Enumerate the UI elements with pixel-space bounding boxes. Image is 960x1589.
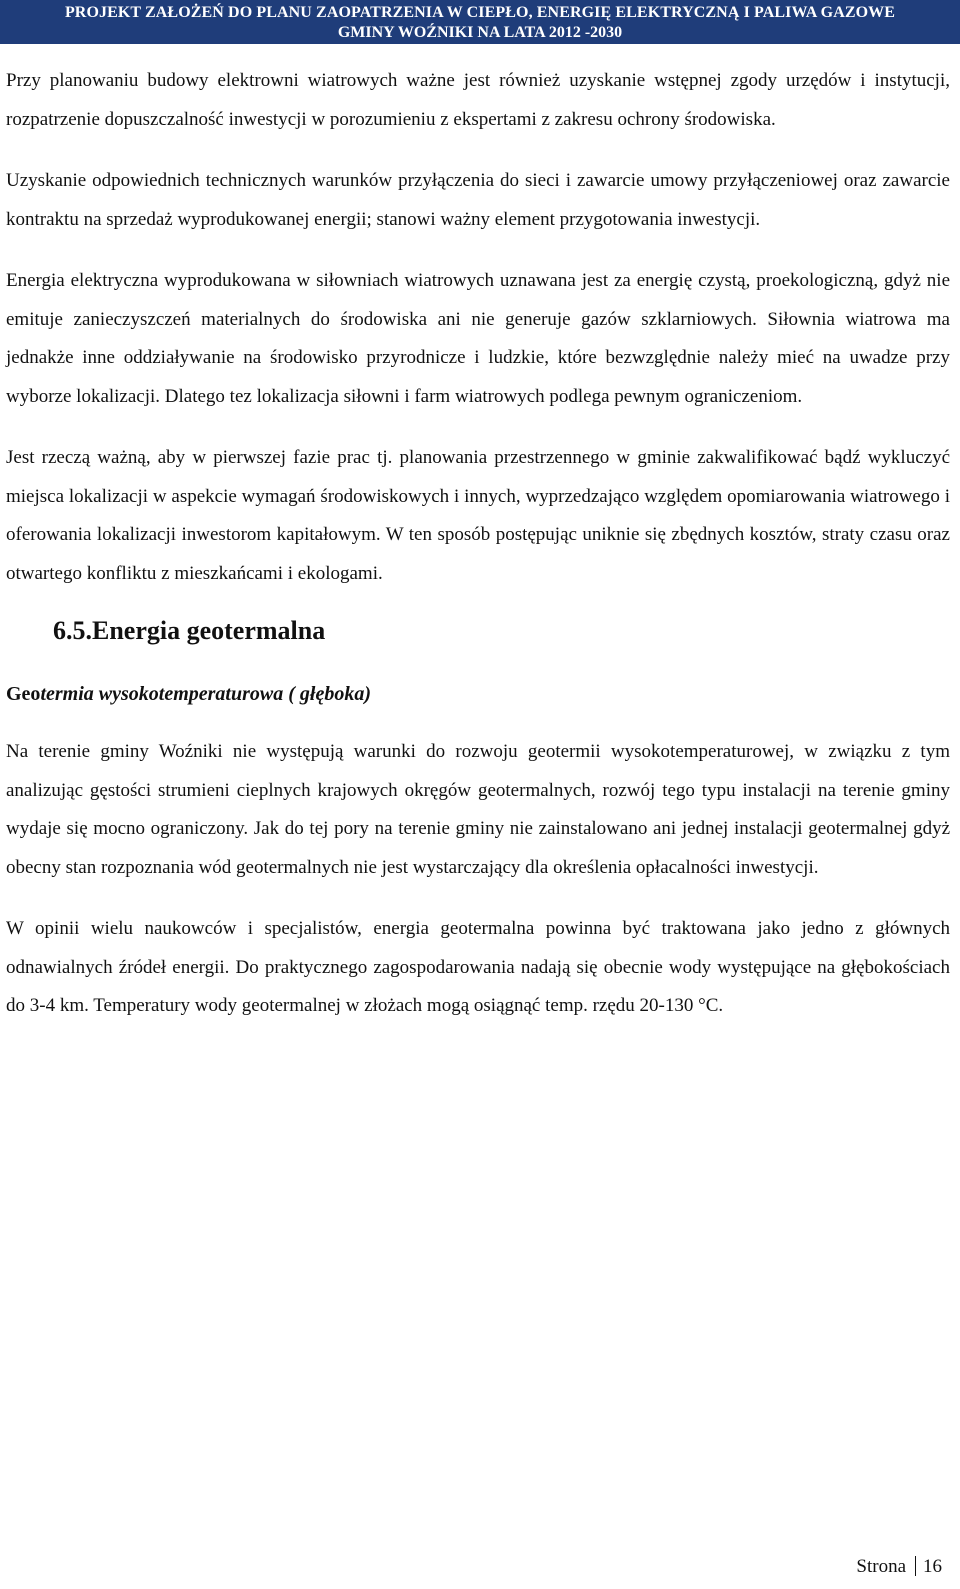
page-label: Strona	[856, 1556, 906, 1577]
page-body	[6, 62, 950, 1049]
paragraph: Na terenie gminy Woźniki nie występują warunki do rozwoju geotermii wysokotemperaturowej, w związku z tym analizując gęstości strumieni cieplnych krajowych okręgów geotermalnych, rozwój tego typu instalacji na terenie gminy wydaje się mocno ograniczony. Jak do tej pory na terenie gminy nie zainstalowano ani jednej instalacji geotermalnej gdyż obecny stan rozpoznania wód geotermalnych nie jest wystarczający dla określenia opłacalności inwestycji.	[6, 741, 950, 878]
page-number: 16	[923, 1556, 942, 1577]
subheading-plain: Geo	[6, 683, 41, 705]
page-footer	[856, 1556, 942, 1578]
subheading	[6, 676, 950, 712]
document-header	[0, 0, 960, 44]
paragraph: Uzyskanie odpowiednich technicznych warunków przyłączenia do sieci i zawarcie umowy przyłączeniowej oraz zawarcie kontraktu na sprzedaż wyprodukowanej energii; stanowi ważny element przygotowania inwestycji.	[6, 170, 950, 230]
header-subtitle: GMINY WOŹNIKI NA LATA 2012 -2030	[337, 24, 623, 41]
paragraph: Jest rzeczą ważną, aby w pierwszej fazie prac tj. planowania przestrzennego w gminie zakwalifikować bądź wykluczyć miejsca lokalizacji w aspekcie wymagań środowiskowych i innych, wyprzedzająco względem opomiarowania wiatrowego i oferowania lokalizacji inwestorom kapitałowym. W ten sposób postępując uniknie się zbędnych kosztów, straty czasu oraz otwartego konfliktu z mieszkańcami i ekologami.	[6, 447, 950, 584]
paragraph: W opinii wielu naukowców i specjalistów, energia geotermalna powinna być traktowana jako jedno z głównych odnawialnych źródeł energii. Do praktycznego zagospodarowania nadają się obecnie wody występujące na głębokościach do 3-4 km. Temperatury wody geotermalnej w złożach mogą osiągnąć temp. rzędu 20-130 °C.	[6, 918, 950, 1016]
subheading-italic: termia wysokotemperaturowa ( głęboka)	[40, 683, 371, 705]
section-title: Energia geotermalna	[92, 616, 326, 645]
paragraph: Przy planowaniu budowy elektrowni wiatrowych ważne jest również uzyskanie wstępnej zgody urzędów i instytucji, rozpatrzenie dopuszczalność inwestycji w porozumieniu z ekspertami z zakresu ochrony środowiska.	[6, 70, 950, 130]
section-heading	[6, 614, 950, 648]
footer-divider	[915, 1556, 916, 1576]
section-number: 6.5.	[53, 616, 92, 645]
paragraph: Energia elektryczna wyprodukowana w siłowniach wiatrowych uznawana jest za energię czystą, proekologiczną, gdyż nie emituje zanieczyszczeń materialnych do środowiska ani nie generuje gazów szklarniowych. Siłownia wiatrowa ma jednakże inne oddziaływanie na środowisko przyrodnicze i ludzkie, które bezwzględnie należy mieć na uwadze przy wyborze lokalizacji. Dlatego tez lokalizacja siłowni i farm wiatrowych podlega pewnym ograniczeniom.	[6, 270, 950, 407]
header-title: PROJEKT ZAŁOŻEŃ DO PLANU ZAOPATRZENIA W CIEPŁO, ENERGIĘ ELEKTRYCZNĄ I PALIWA GAZOWE	[64, 4, 896, 21]
